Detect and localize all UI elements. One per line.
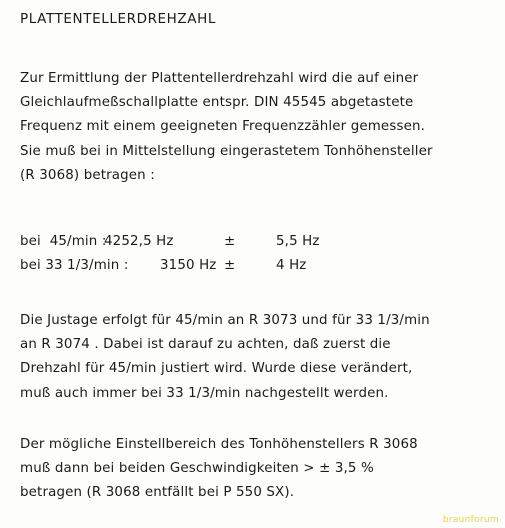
speed-frequency-table [20,230,320,278]
text-line: Gleichlaufmeßschallplatte entspr. DIN 45545 abgetastete [20,95,414,111]
paragraph-measurement [20,67,433,188]
text-line: betragen (R 3068 entfällt bei P 550 SX). [20,485,295,501]
speed-row-33 [20,254,320,278]
text-line: Zur Ermittlung der Plattentellerdrehzahl wird die auf einer [20,71,419,86]
text-line: (R 3068) betragen : [20,167,155,183]
tolerance-sign: ± [224,234,236,249]
text-line: an R 3074 . Dabei ist darauf zu achten, daß zuerst die [20,337,391,353]
speed-row-45 [20,230,320,254]
section-heading: PLATTENTELLERDREHZAHL [20,11,216,27]
text-line: Der mögliche Einstellbereich des Tonhöhenstellers R 3068 [20,437,418,452]
paragraph-adjustment [20,309,430,406]
text-line: Frequenz mit einem geeigneten Frequenzzähler gemessen. [20,119,425,135]
paragraph-range [20,433,418,506]
tolerance-value: 4 Hz [276,258,307,274]
text-line: Sie muß bei in Mittelstellung eingerastetem Tonhöhensteller [20,143,433,159]
text-line: Die Justage erfolgt für 45/min an R 3073 und für 33 1/3/min [20,313,430,328]
frequency-value: 3150 Hz [160,258,217,274]
speed-label: bei 33 1/3/min : [20,258,129,274]
tolerance-value: 5,5 Hz [276,234,320,249]
tolerance-sign: ± [224,258,236,274]
text-line: Drehzahl für 45/min justiert wird. Wurde diese verändert, [20,361,413,377]
text-line: muß auch immer bei 33 1/3/min nachgestellt werden. [20,385,389,401]
watermark: braunforum [442,515,499,525]
speed-label: bei 45/min : [20,234,107,249]
text-line: muß dann bei beiden Geschwindigkeiten > ± 3,5 % [20,461,374,477]
frequency-value: 4252,5 Hz [104,234,174,249]
